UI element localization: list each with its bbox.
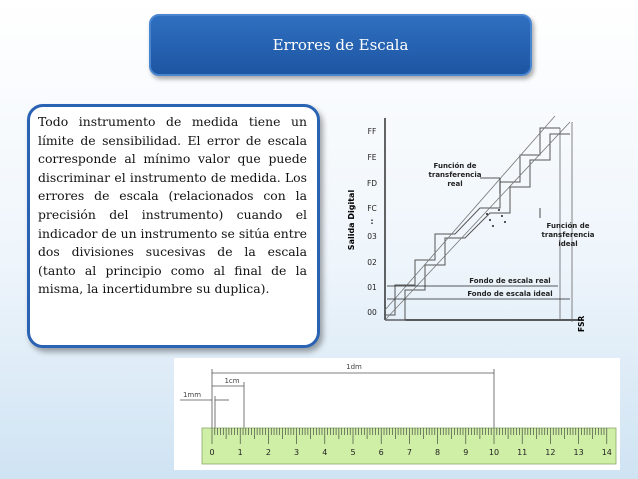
ruler-number: 7 (406, 448, 412, 457)
break-dots (486, 209, 506, 227)
title-banner (149, 14, 532, 76)
code-03: 03 (367, 232, 377, 241)
code-ellipsis: : (370, 217, 374, 226)
ruler-number: 3 (294, 448, 300, 457)
slide-title: Errores de Escala (272, 36, 409, 54)
transfer-function-diagram (340, 110, 598, 346)
code-00: 00 (367, 308, 377, 317)
label-ideal-3: ideal (558, 240, 578, 248)
body-paragraph: Todo instrumento de medida tiene un límite de sensibilidad. El error de escala corresponde al mínimo valor que puede discriminar el instrumento de medida. Los errores de escala (relacionados con la precisión del instrumento) cuando el indicador de un instrumento se sitúa entre dos divisiones sucesivas de la escala (tanto al principio como al final de la misma, la incertidumbre su duplica). (38, 114, 307, 297)
code-01: 01 (367, 283, 377, 292)
label-1dm: 1dm (346, 363, 362, 371)
ruler-number: 1 (237, 448, 243, 457)
ruler-number: 8 (435, 448, 441, 457)
code-fc: FC (367, 204, 377, 213)
code-fd: FD (366, 179, 378, 188)
ruler-number: 11 (517, 448, 528, 457)
y-axis-title: Salida Digital (347, 189, 356, 251)
real-transfer-steps (385, 128, 560, 315)
label-ideal-1: Función de (546, 222, 590, 230)
ruler-diagram (174, 358, 620, 470)
ruler-number: 6 (378, 448, 384, 457)
fondo-ideal-label: Fondo de escala ideal (467, 290, 553, 298)
ruler-number: 2 (265, 448, 271, 457)
label-1cm: 1cm (224, 377, 240, 385)
ruler-number: 12 (545, 448, 556, 457)
label-1mm: 1mm (182, 391, 202, 399)
ruler-number: 10 (488, 448, 500, 457)
code-fe: FE (367, 153, 377, 162)
ruler-body (202, 428, 616, 464)
ruler-number: 9 (463, 448, 469, 457)
ruler-number: 0 (209, 448, 215, 457)
label-ideal-2: transferencia (541, 231, 595, 239)
label-real-1: Función de (433, 162, 477, 170)
code-02: 02 (367, 258, 377, 267)
fsr-label: FSR (577, 315, 586, 332)
code-ff: FF (367, 127, 377, 136)
ruler-number: 13 (573, 448, 584, 457)
ruler-number: 14 (601, 448, 612, 457)
text-panel (27, 104, 320, 348)
ruler-numbers (209, 448, 611, 457)
ruler-number: 4 (322, 448, 328, 457)
ruler-number: 5 (350, 448, 356, 457)
label-real-2: transferencia (428, 171, 482, 179)
fondo-real-label: Fondo de escala real (469, 277, 551, 285)
label-real-3: real (447, 180, 463, 188)
